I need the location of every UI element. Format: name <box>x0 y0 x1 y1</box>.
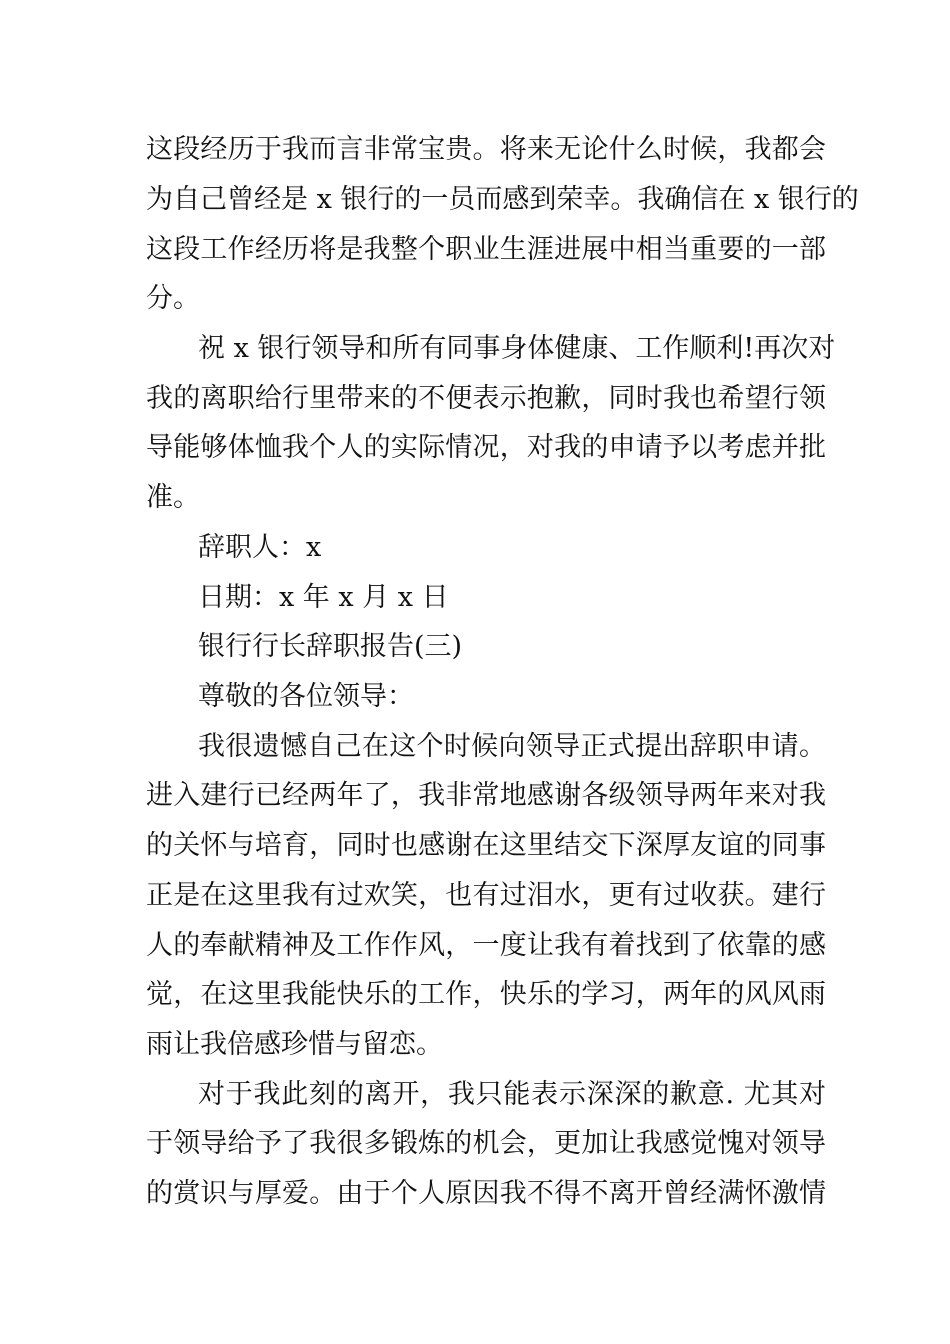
text-line: 准。 <box>146 482 200 513</box>
text-line: 对于我此刻的离开，我只能表示深深的歉意. 尤其对 <box>198 1079 826 1110</box>
text-line: 人的奉献精神及工作作风，一度让我有着找到了依靠的感 <box>146 930 826 961</box>
text-line: 进入建行已经两年了，我非常地感谢各级领导两年来对我 <box>146 780 826 811</box>
text-line: 雨让我倍感珍惜与留恋。 <box>146 1029 443 1060</box>
text-line: 觉，在这里我能快乐的工作，快乐的学习，两年的风风雨 <box>146 979 826 1010</box>
section-title: 银行行长辞职报告(三) <box>198 631 463 662</box>
text-line: 导能够体恤我个人的实际情况，对我的申请予以考虑并批 <box>146 432 826 463</box>
text-line: 祝 x 银行领导和所有同事身体健康、工作顺利!再次对 <box>198 333 836 364</box>
text-line: 的关怀与培育，同时也感谢在这里结交下深厚友谊的同事 <box>146 830 826 861</box>
text-line: 这段经历于我而言非常宝贵。将来无论什么时候，我都会 <box>146 134 826 165</box>
text-line: 的赏识与厚爱。由于个人原因我不得不离开曾经满怀激情 <box>146 1178 826 1209</box>
salutation: 尊敬的各位领导： <box>198 681 414 712</box>
signature-line: 辞职人：x <box>198 532 322 563</box>
date-line: 日期：x 年 x 月 x 日 <box>198 582 449 613</box>
text-line: 分。 <box>146 283 200 314</box>
text-line: 我的离职给行里带来的不便表示抱歉，同时我也希望行领 <box>146 383 826 414</box>
text-line: 于领导给予了我很多锻炼的机会，更加让我感觉愧对领导 <box>146 1128 826 1159</box>
text-line: 我很遗憾自己在这个时候向领导正式提出辞职申请。 <box>198 731 826 762</box>
text-line: 这段工作经历将是我整个职业生涯进展中相当重要的一部 <box>146 234 826 265</box>
text-line: 为自己曾经是 x 银行的一员而感到荣幸。我确信在 x 银行的 <box>146 184 859 215</box>
text-line: 正是在这里我有过欢笑，也有过泪水，更有过收获。建行 <box>146 880 826 911</box>
